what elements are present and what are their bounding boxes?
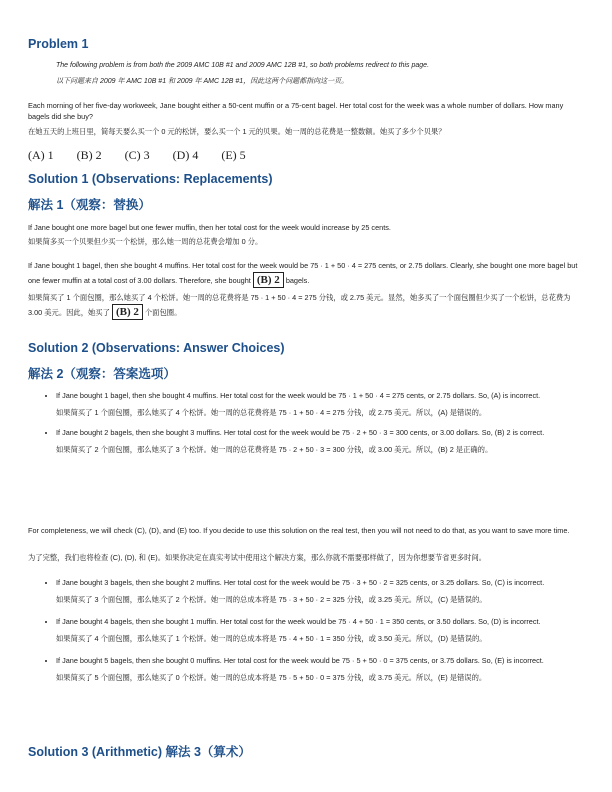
s2-list-1 (44, 391, 582, 455)
s1-para2-en (28, 261, 584, 288)
solution1-title: Solution 1 (Observations: Replacements) (28, 172, 273, 186)
list-item (56, 617, 582, 644)
choice-d: (D) 4 (172, 148, 199, 162)
list-item (56, 391, 582, 418)
item-en: If Jane bought 5 bagels, then she bought 0 muffins. Her total cost for the week would be 75 · 5 + 50 · 0 = 375 cents, or 3.75 dollars. So, (E) is incorrect. (56, 656, 544, 665)
item-zh: 如果简买了 1 个面包圈，那么她买了 4 个松饼。她一周的总花费将是 75 · 1 + 50 · 4 = 275 分钱，或 2.75 美元。所以，(A) 是错误的。 (56, 407, 487, 417)
item-zh: 如果简买了 5 个面包圈，那么她买了 0 个松饼。她一周的总成本将是 75 · 5 + 50 · 0 = 375 分钱，或 3.75 美元。所以，(E) 是错误的。 (56, 672, 487, 682)
choice-a: (A) 1 (28, 148, 54, 162)
item-zh: 如果简买了 2 个面包圈，那么她买了 3 个松饼。她一周的总花费将是 75 · 2 + 50 · 3 = 300 分钱，或 3.00 美元。所以，(B) 2 是正确的。 (56, 444, 493, 454)
problem-text-en: Each morning of her five-day workweek, Jane bought either a 50-cent muffin or a 75-cent bagel. Her total cost for the week was a whole number of dollars. How many bagels did she buy? (28, 101, 564, 121)
problem-text-zh: 在她五天的上班日里，简每天要么买一个 0 元的松饼，要么买一个 1 元的贝果。她一周的总花费是一整数额。她买了多少个贝果？ (28, 127, 446, 136)
answer-box-zh: (B) 2 (112, 304, 143, 320)
item-en: If Jane bought 3 bagels, then she bought 2 muffins. Her total cost for the week would be 75 · 3 + 50 · 2 = 325 cents, or 3.25 dollars. So, (C) is incorrect. (56, 578, 545, 587)
solution2-title-zh: 解法 2（观察：答案选项） (28, 367, 176, 381)
item-en: If Jane bought 1 bagel, then she bought 4 muffins. Her total cost for the week would be 75 · 1 + 50 · 4 = 275 cents, or 2.75 dollars. So, (A) is incorrect. (56, 391, 541, 400)
s2-list-2 (44, 578, 582, 683)
answer-box: (B) 2 (253, 272, 284, 288)
item-en: If Jane bought 2 bagels, then she bought 3 muffins. Her total cost for the week would be 75 · 2 + 50 · 3 = 300 cents, or 3.00 dollars. So, (B) 2 is correct. (56, 428, 545, 437)
choice-b: (B) 2 (76, 148, 102, 162)
item-zh: 如果简买了 4 个面包圈，那么她买了 1 个松饼。她一周的总成本将是 75 · 4 + 50 · 1 = 350 分钱，或 3.50 美元。所以，(D) 是错误的。 (56, 633, 487, 643)
item-zh: 如果简买了 3 个面包圈，那么她买了 2 个松饼。她一周的总成本将是 75 · 3 + 50 · 2 = 325 分钱，或 3.25 美元。所以，(C) 是错误的。 (56, 594, 487, 604)
s1-para1-zh: 如果简多买一个贝果但少买一个松饼，那么她一周的总花费会增加 0 分。 (28, 237, 263, 246)
s1-para2-text: If Jane bought 1 bagel, then she bought 4 muffins. Her total cost for the week would be 75 · 1 + 50 · 4 = 275 cents, or 2.75 dollars. Clearly, she bought one more bagel but one fewer muffin at a total cost of 3.00 dollars. Therefore, she bought (28, 261, 578, 285)
s1-para2-zh-text: 如果简买了 1 个面包圈，那么她买了 4 个松饼。她一周的总花费将是 75 · 1 + 50 · 4 = 275 分钱，或 2.75 美元。显然，她多买了一个面包圈但少买了一个松饼，总花费为 3.00 美元。因此，她买了 (28, 293, 571, 317)
problem-title: Problem 1 (28, 37, 89, 51)
s1-para2-zh-end: 个面包圈。 (144, 307, 182, 317)
solution2-title: Solution 2 (Observations: Answer Choices) (28, 341, 285, 355)
choice-e: (E) 5 (221, 148, 246, 162)
redirect-note-en: The following problem is from both the 2009 AMC 10B #1 and 2009 AMC 12B #1, so both problems redirect to this page. (56, 62, 430, 69)
s2-completeness-zh: 为了完整，我们也将检查 (C), (D), 和 (E)。如果你决定在真实考试中使用这个解决方案，那么你就不需要那样做了，因为你想要节省更多时间。 (28, 553, 487, 562)
solution3-title: Solution 3 (Arithmetic) 解法 3（算术） (28, 745, 251, 759)
item-en: If Jane bought 4 bagels, then she bought 1 muffin. Her total cost for the week would be 75 · 4 + 50 · 1 = 350 cents, or 3.50 dollars. So, (D) is incorrect. (56, 617, 541, 626)
list-item (56, 578, 582, 605)
list-item (56, 428, 582, 455)
list-item (56, 656, 582, 683)
s2-completeness-en: For completeness, we will check (C), (D), and (E) too. If you decide to use this solution on the real test, then you will not need to do that, as you want to save more time. (28, 526, 570, 535)
s1-para1-en: If Jane bought one more bagel but one fewer muffin, then her total cost for the week would increase by 25 cents. (28, 223, 391, 232)
s1-para2-end: bagels. (285, 275, 310, 285)
solution1-title-zh: 解法 1（观察：替换） (28, 198, 151, 212)
redirect-note-zh: 以下问题来自 2009 年 AMC 10B #1 和 2009 年 AMC 12B #1，因此这两个问题都指向这一页。 (56, 78, 349, 85)
choice-c: (C) 3 (124, 148, 150, 162)
answer-choices (28, 148, 266, 163)
s1-para2-zh (28, 293, 584, 320)
